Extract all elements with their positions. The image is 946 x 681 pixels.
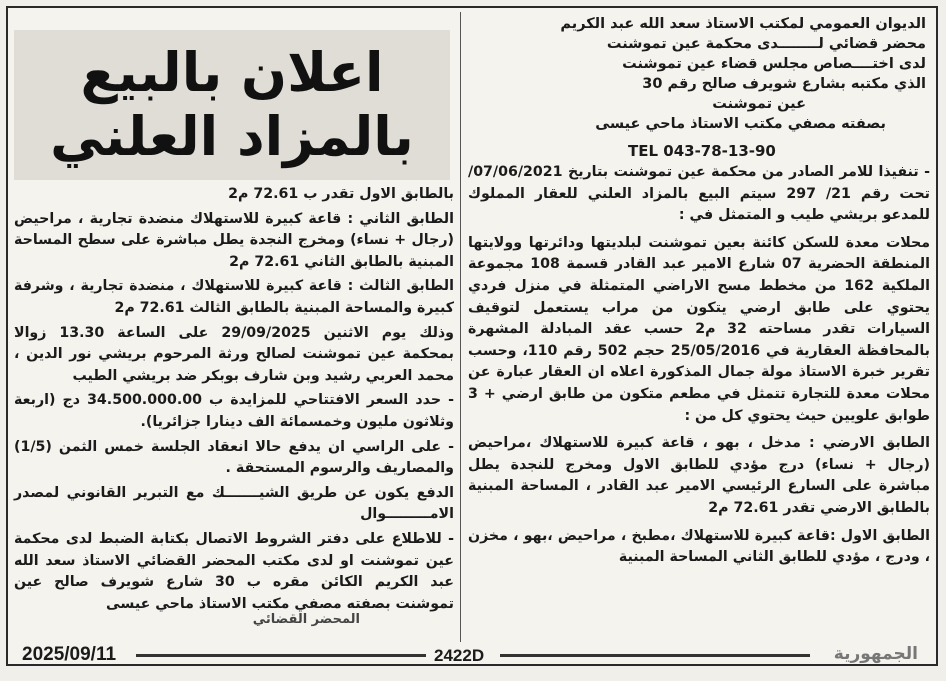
right-paragraph: محلات معدة للسكن كائنة بعين تموشنت لبلديتها ودائرتها وولايتها المنطقة الحضرية 07 شارع الامير عبد القادر قسمة 108 مجموعة الملكية 162 من مخطط مسح الاراضي المتمثلة في منزل فردي يحتوي على طابق ارضي يتكون من مراب يستعمل لتوقيف السيارات تقدر مساحته 32 م2 حسب عقد المبادلة المشهرة بالمحافظة العقارية في 25/05/2016 حجم 502 رقم 110، وحسب تقرير خبرة الاستاذ مولة جمال المذكورة اعلاه ان العقار عبارة عن محلات معدة للتجارة تتمثل في مطعم متكون من طابق ارضي + 3 طوابق علويين حيث يحتوي كل من :	[468, 234, 931, 424]
right-body-text	[468, 162, 930, 569]
column-divider	[460, 12, 461, 642]
right-paragraph: الطابق الاول :قاعة كبيرة للاستهلاك ،مطبخ ، مراحيض ،بهو ، مخزن ، ودرج ، مؤدي للطابق الثاني المساحة المبنية	[468, 527, 930, 566]
issue-code: 2422D	[434, 646, 485, 665]
header-line-5: عين تموشنت	[712, 96, 806, 112]
left-paragraph: - للاطلاع على دفتر الشروط الاتصال بكتابة الضبط لدى محكمة عين تموشنت او لدى مكتب المحضر القضائي الاستاذ سعد الله عبد الكريم الكائن مقره ب 30 شارع شويرف صالح عين تموشنت بصفته مصفي مكتب الاستاذ ماحي عيسى	[14, 530, 454, 612]
left-paragraph: وذلك يوم الاثنين 29/09/2025 على الساعة 13.30 زوالا بمحكمة عين تموشنت لصالح ورثة المرحوم بريشي نور الدين ، محمد العربي رشيد وبن شارف بوبكر ضد بريشي الطيب	[14, 324, 455, 384]
header-line-4: الذي مكتبه بشارع شويرف صالح رقم 30	[642, 76, 926, 92]
footer-rule	[500, 654, 810, 657]
left-paragraph: - حدد السعر الافتتاحي للمزايدة ب 34.500.000.00 دج (اربعة وثلاثون مليون وخمسمائة الف دينارا جزائريا).	[14, 392, 454, 430]
publication-date: 2025/09/11	[22, 644, 117, 665]
header-line-1: الديوان العمومي لمكتب الاستاذ سعد الله عبد الكريم	[560, 16, 926, 32]
left-paragraph: - على الراسي ان يدفع حالا انعقاد الجلسة خمس الثمن (1/5) والمصاريف والرسوم المستحقة .	[14, 438, 454, 477]
right-paragraph: الطابق الارضي : مدخل ، بهو ، قاعة كبيرة للاستهلاك ،مراحيض (رجال + نساء) درج مؤدي للطابق الاول ومخرج للنجدة يطل مباشرة على السارع الرئيسي الامير عبد القادر ، المساحة المبنية بالطابق الارضي تقدر 72.61 م2	[468, 435, 930, 516]
left-paragraph: الدفع يكون عن طريق الشيـــــــك مع التبرير القانوني لمصدر الامـــــــــوال	[14, 484, 454, 523]
left-body-text	[14, 184, 454, 618]
announcement-title-box	[14, 30, 450, 180]
left-column	[14, 12, 454, 640]
footer-rule	[136, 654, 426, 657]
left-paragraph: بالطابق الاول تقدر ب 72.61 م2	[228, 186, 454, 202]
title-line-2: بالمزاد العلني	[50, 105, 414, 168]
left-paragraph: الطابق الثالث : قاعة كبيرة للاستهلاك ، منضدة تجارية ، وشرفة كبيرة والمساحة المبنية بالطابق الثالث 72.61 م2	[14, 278, 454, 316]
header-line-6: بصفته مصفي مكتب الاستاذ ماحي عيسى	[595, 116, 886, 132]
telephone-number: TEL 043-78-13-90	[628, 142, 776, 160]
right-column	[468, 12, 930, 640]
title-line-1: اعلان بالبيع	[80, 41, 384, 104]
right-paragraph: - تنفيذا للامر الصادر من محكمة عين تموشنت بتاريخ 07/06/2021/تحت رقم 21/ 297 سيتم البيع بالمزاد العلني للعقار المملوك للمدعو بريشي طيب و المتمثل في :	[468, 164, 931, 224]
page-footer	[6, 644, 938, 668]
bailiff-signature: المحضر القضائي	[252, 612, 360, 627]
header-line-3: لدى اختــــصاص مجلس قضاء عين تموشنت	[622, 56, 926, 72]
newspaper-brand: الجمهورية	[833, 644, 918, 664]
bailiff-header	[468, 12, 930, 134]
left-paragraph: الطابق الثاني : قاعة كبيرة للاستهلاك منضدة تجارية ، مراحيض (رجال + نساء) ومخرج النجدة يطل مباشرة على سطح المساحة المبنية بالطابق الثاني 72.61 م2	[14, 210, 454, 270]
header-line-2: محضر قضائي لــــــــدى محكمة عين تموشنت	[606, 36, 926, 52]
